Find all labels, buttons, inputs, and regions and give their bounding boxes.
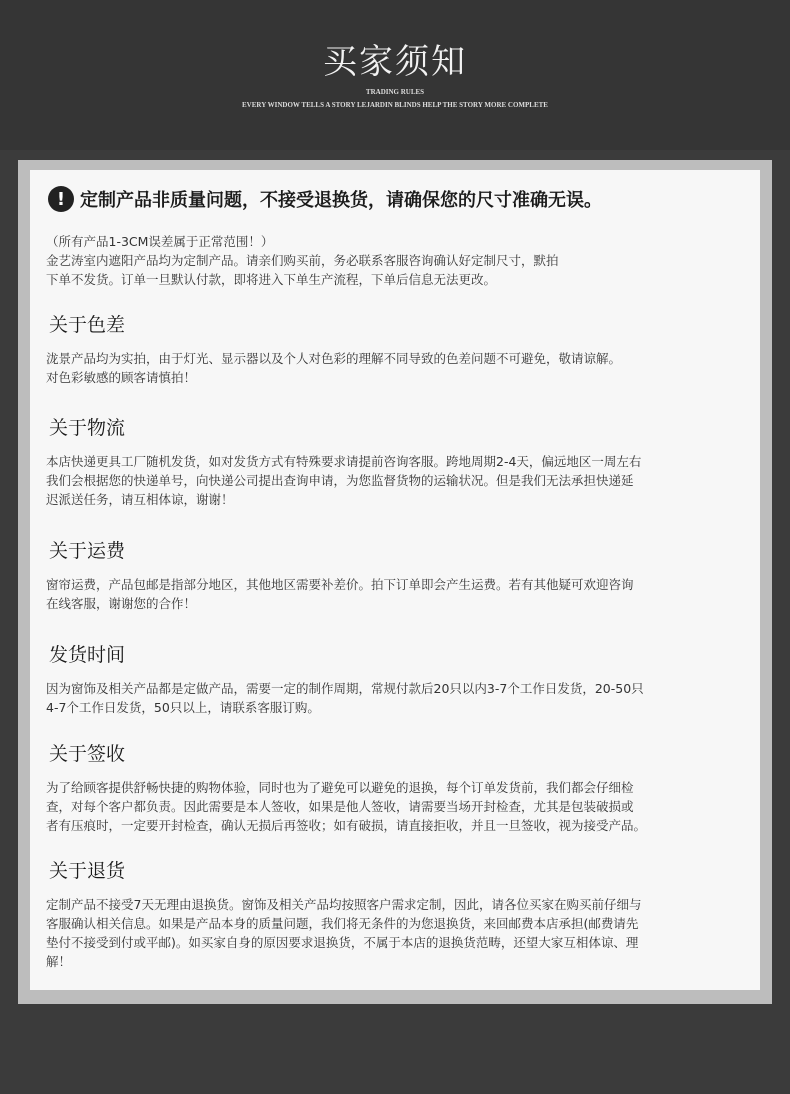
section-signing bbox=[46, 739, 750, 835]
body-line: 窗帘运费，产品包邮是指部分地区，其他地区需要补差价。拍下订单即会产生运费。若有其他疑可欢迎咨询 bbox=[46, 577, 634, 592]
tolerance-note bbox=[46, 232, 746, 289]
content-panel bbox=[30, 170, 760, 990]
body-line: 垫付不接受到付或平邮)。如买家自身的原因要求退换货，不属于本店的退换货范畴，还望大家互相体谅、理 bbox=[46, 935, 639, 950]
section-title: 关于色差 bbox=[49, 314, 126, 336]
section-title: 关于物流 bbox=[49, 417, 126, 439]
body-line: 客服确认相关信息。如果是产品本身的质量问题，我们将无条件的为您退换货，来回邮费本店承担(邮费请先 bbox=[46, 916, 639, 931]
section-title: 关于签收 bbox=[49, 743, 126, 765]
section-shipping-fee bbox=[46, 536, 750, 613]
header-tagline: EVERY WINDOW TELLS A STORY LEJARDIN BLINDS HELP THE STORY MORE COMPLETE bbox=[242, 101, 548, 109]
body-line: 定制产品不接受7天无理由退换货。窗饰及相关产品均按照客户需求定制，因此，请各位买家在购买前仔细与 bbox=[46, 897, 642, 912]
body-line: 4-7个工作日发货，50只以上，请联系客服订购。 bbox=[46, 700, 320, 715]
section-body bbox=[46, 575, 750, 613]
section-title: 关于运费 bbox=[49, 540, 126, 562]
section-title: 关于退货 bbox=[49, 860, 126, 882]
note-line: 金艺涛室内遮阳产品均为定制产品。请亲们购买前，务必联系客服咨询确认好定制尺寸，默拍 bbox=[46, 253, 559, 268]
section-title: 发货时间 bbox=[49, 644, 126, 666]
page-title: 买家须知 bbox=[323, 42, 467, 82]
note-line: 下单不发货。订单一旦默认付款，即将进入下单生产流程，下单后信息无法更改。 bbox=[46, 272, 497, 287]
page-header bbox=[0, 0, 790, 150]
warning-text: 定制产品非质量问题，不接受退换货，请确保您的尺寸准确无误。 bbox=[80, 190, 602, 211]
body-line: 为了给顾客提供舒畅快捷的购物体验，同时也为了避免可以避免的退换，每个订单发货前，我们都会仔细检 bbox=[46, 780, 634, 795]
section-body bbox=[46, 895, 750, 971]
body-line: 泷景产品均为实拍，由于灯光、显示器以及个人对色彩的理解不同导致的色差问题不可避免，敬请谅解。 bbox=[46, 351, 622, 366]
body-line: 在线客服，谢谢您的合作！ bbox=[46, 596, 197, 611]
body-line: 迟派送任务，请互相体谅，谢谢！ bbox=[46, 492, 234, 507]
note-line: （所有产品1-3CM误差属于正常范围！） bbox=[46, 234, 274, 249]
section-color-difference bbox=[46, 310, 750, 387]
header-subtitle: TRADING RULES bbox=[365, 88, 425, 96]
section-returns bbox=[46, 856, 750, 971]
section-body bbox=[46, 679, 750, 717]
body-line: 查，对每个客户都负责。因此需要是本人签收，如果是他人签收，请需要当场开封检查，尤其是包装破损或 bbox=[46, 799, 634, 814]
section-body bbox=[46, 349, 750, 387]
exclamation-circle-icon: ! bbox=[48, 186, 74, 212]
body-line: 者有压痕时，一定要开封检查，确认无损后再签收；如有破损，请直接拒收，并且一旦签收，视为接受产品。 bbox=[46, 818, 647, 833]
section-body bbox=[46, 778, 750, 835]
body-line: 我们会根据您的快递单号，向快递公司提出查询申请，为您监督货物的运输状况。但是我们无法承担快递延 bbox=[46, 473, 634, 488]
section-logistics bbox=[46, 413, 750, 509]
body-line: 因为窗饰及相关产品都是定做产品，需要一定的制作周期，常规付款后20只以内3-7个工作日发货，20-50只 bbox=[46, 681, 644, 696]
body-line: 解！ bbox=[46, 954, 72, 969]
section-body bbox=[46, 452, 750, 509]
body-line: 对色彩敏感的顾客请慎拍！ bbox=[46, 370, 197, 385]
warning-banner bbox=[48, 186, 602, 212]
footer-band bbox=[0, 1010, 790, 1094]
section-delivery-time bbox=[46, 640, 750, 717]
body-line: 本店快递更具工厂随机发货，如对发货方式有特殊要求请提前咨询客服。跨地周期2-4天，偏远地区一周左右 bbox=[46, 454, 642, 469]
